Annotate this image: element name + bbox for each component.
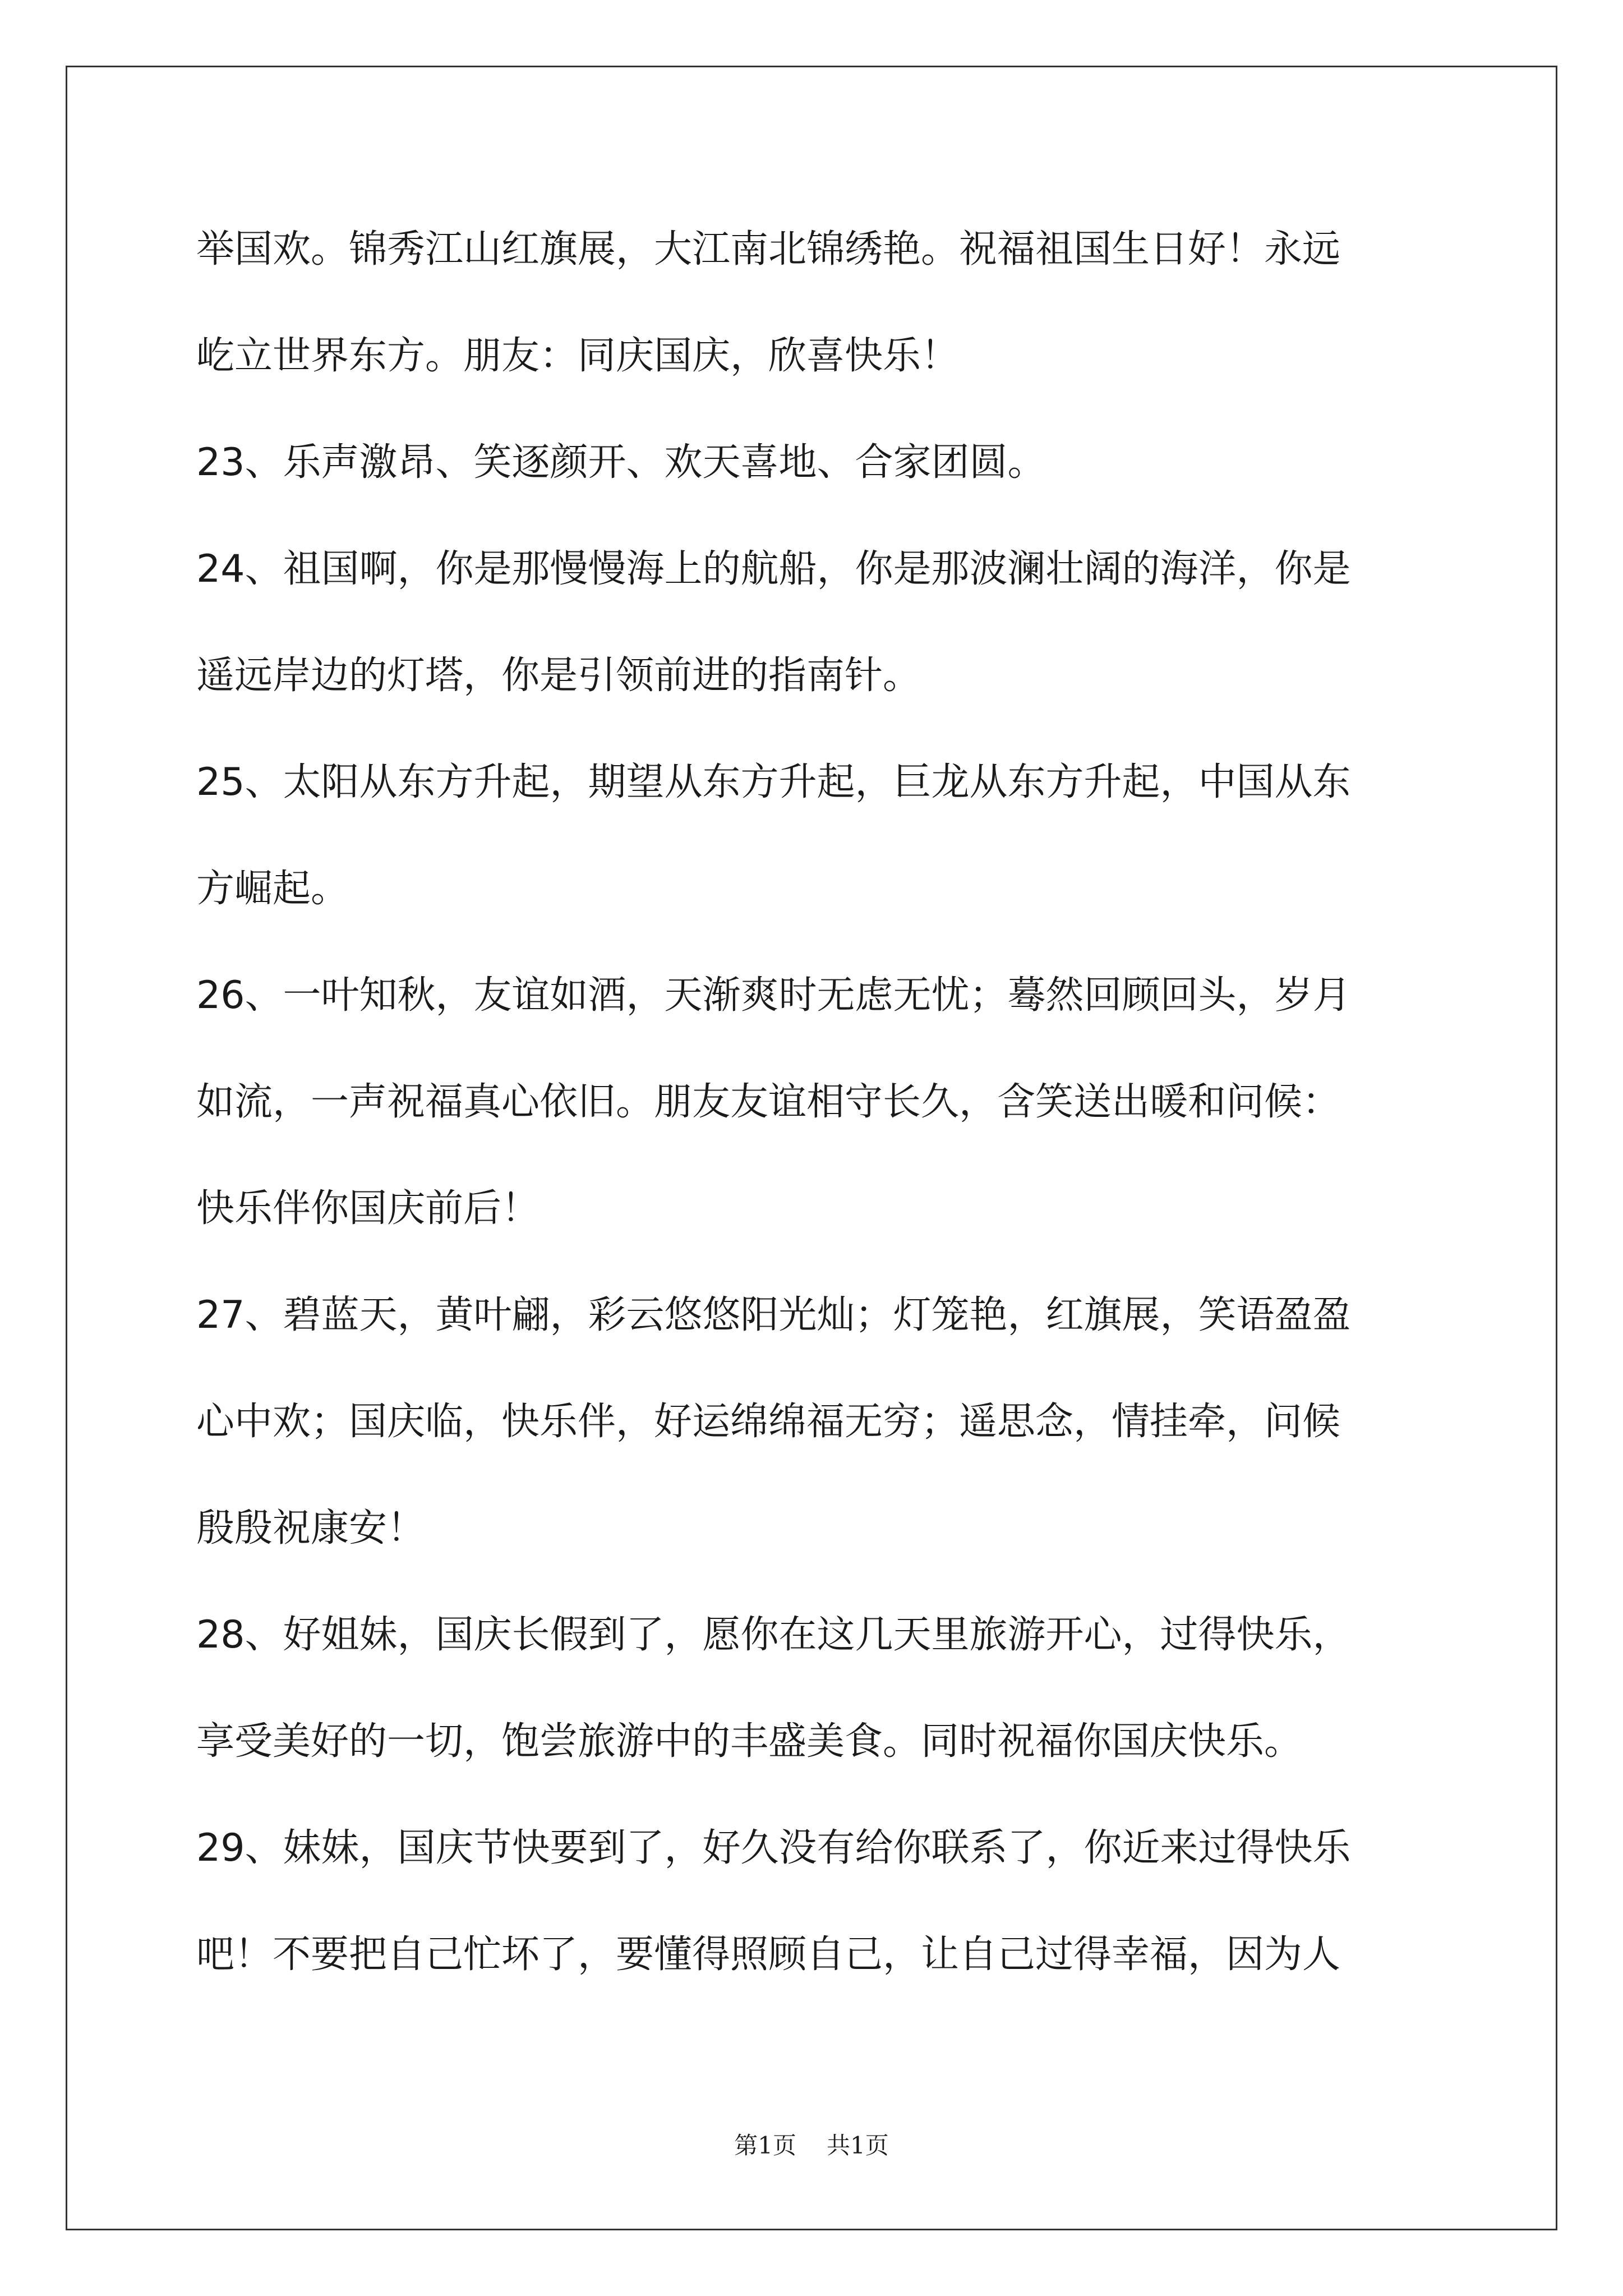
text-line: 举国欢。锦秀江山红旗展，大江南北锦绣艳。祝福祖国生日好！永远: [196, 227, 1341, 272]
page-number: 第1页: [734, 2132, 796, 2159]
text-line: 23、乐声激昂、笑逐颜开、欢天喜地、合家团圆。: [196, 440, 1046, 485]
text-line: 心中欢；国庆临，快乐伴，好运绵绵福无穷；遥思念，情挂牵，问候: [196, 1400, 1341, 1444]
text-line: 25、太阳从东方升起，期望从东方升起，巨龙从东方升起，中国从东: [196, 760, 1351, 804]
text-line: 29、妹妹，国庆节快要到了，好久没有给你联系了，你近来过得快乐: [196, 1826, 1351, 1870]
text-line: 24、祖国啊，你是那慢慢海上的航船，你是那波澜壮阔的海洋，你是: [196, 547, 1351, 591]
text-line: 方崛起。: [196, 867, 349, 911]
text-line: 享受美好的一切，饱尝旅游中的丰盛美食。同时祝福你国庆快乐。: [196, 1719, 1303, 1764]
text-line: 屹立世界东方。朋友：同庆国庆，欣喜快乐！: [196, 334, 960, 378]
text-line: 快乐伴你国庆前后！: [196, 1186, 540, 1231]
page-footer: [0, 2130, 1623, 2161]
text-line: 遥远岸边的灯塔，你是引领前进的指南针。: [196, 654, 921, 698]
text-line: 26、一叶知秋，友谊如酒，天渐爽时无虑无忧；蓦然回顾回头，岁月: [196, 973, 1351, 1018]
text-line: 吧！不要把自己忙坏了，要懂得照顾自己，让自己过得幸福，因为人: [196, 1932, 1341, 1977]
text-line: 27、碧蓝天，黄叶翩，彩云悠悠阳光灿；灯笼艳，红旗展，笑语盈盈: [196, 1293, 1351, 1337]
text-line: 殷殷祝康安！: [196, 1506, 426, 1550]
text-line: 28、好姐妹，国庆长假到了，愿你在这几天里旅游开心，过得快乐，: [196, 1613, 1351, 1657]
page-total: 共1页: [827, 2132, 889, 2159]
text-line: 如流，一声祝福真心依旧。朋友友谊相守长久，含笑送出暖和问候：: [196, 1080, 1341, 1124]
document-body: [196, 219, 1441, 2031]
